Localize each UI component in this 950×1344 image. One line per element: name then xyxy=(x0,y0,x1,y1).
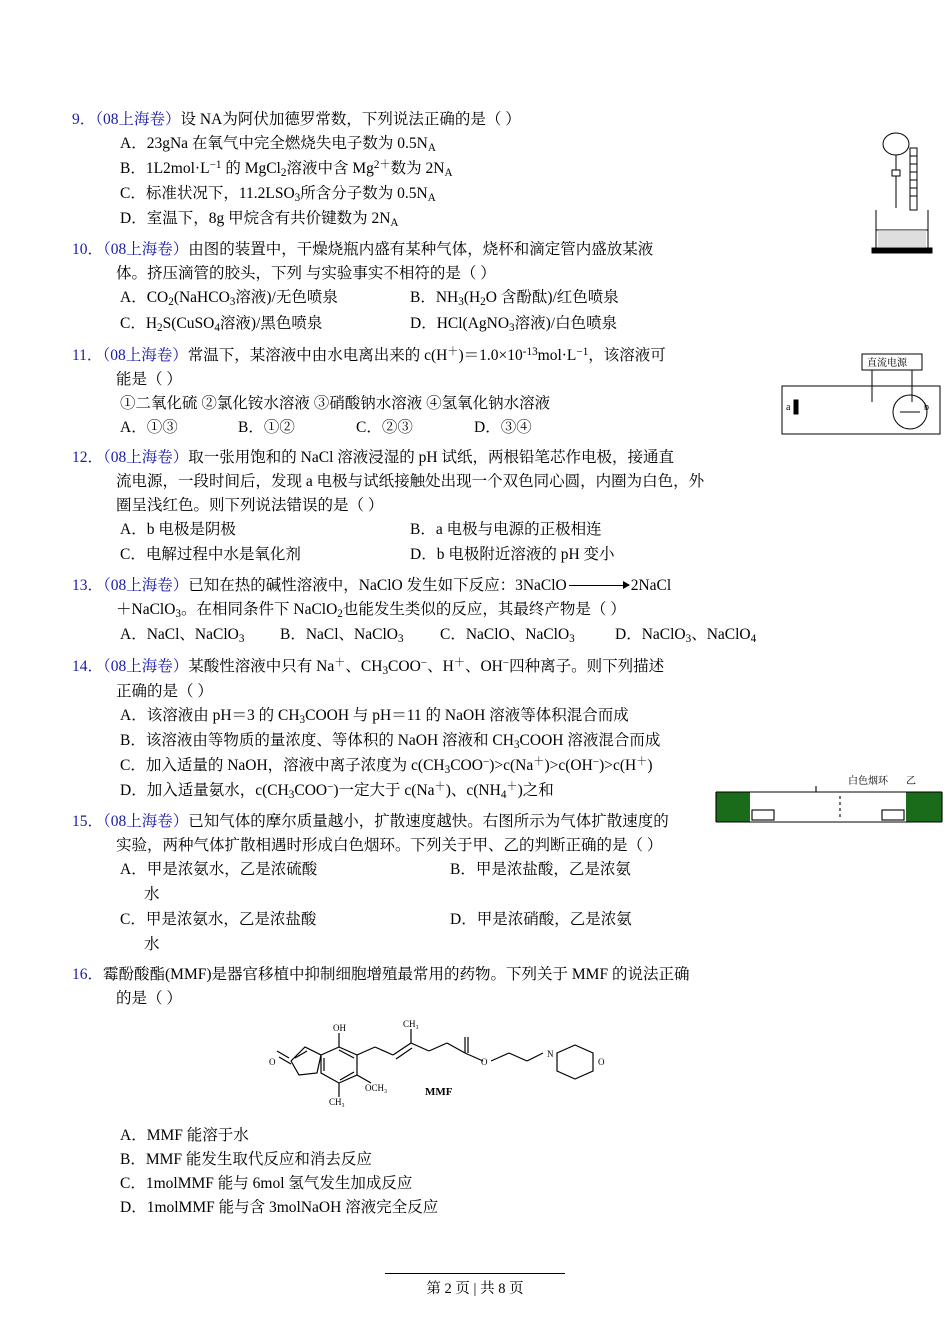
question-15-option-b: B．甲是浓盐酸，乙是浓氨 xyxy=(450,861,631,879)
question-9-option-d: D．室温下，8g 甲烷含有共价键数为 2N xyxy=(120,210,391,228)
question-11-option-a: A．①③ xyxy=(120,418,178,436)
sup-plus2: ＋ xyxy=(453,656,465,669)
question-13-line2c: 也能发生类似的反应，其最终产物是（ ） xyxy=(342,601,626,619)
sub-3: 3 xyxy=(382,664,389,677)
question-16-line1: 霉酚酸酯(MMF)是器官移植中抑制细胞增殖最常用的药物。下列关于 MMF 的说法正确 xyxy=(103,966,690,984)
sub-3: 3 xyxy=(175,607,181,620)
question-11-option-c: C．②③ xyxy=(356,418,413,436)
question-11-choices: ①二氧化硫 ②氯化铵水溶液 ③硝酸钠水溶液 ④氢氧化钠水溶液 xyxy=(120,394,551,412)
sub-a: A xyxy=(427,141,436,154)
question-11-line1d: ，该溶液可 xyxy=(588,346,666,364)
question-11-option-d: D．③④ xyxy=(474,418,532,436)
question-12-options-row1 xyxy=(72,518,878,543)
question-14-line1c: COO xyxy=(388,657,421,675)
sub-4: 4 xyxy=(214,321,220,334)
na-subscript: A xyxy=(211,111,223,128)
sub-2: 2 xyxy=(280,166,287,179)
question-15-option-c: C．甲是浓氨水，乙是浓盐酸 xyxy=(120,910,317,928)
question-12-line1: 取一张用饱和的 NaCl 溶液浸湿的 pH 试纸，两根铅笔芯作电极，接通直 xyxy=(188,449,674,467)
question-11-options xyxy=(72,416,878,441)
fountain-apparatus-icon xyxy=(866,130,942,258)
question-11-line1c: mol·L xyxy=(537,346,577,364)
sup-minus2: − xyxy=(592,755,600,768)
mmf-name-label: MMF xyxy=(425,1086,453,1099)
question-10-option-d: D．HCl(AgNO$_3$溶液)/白色喷泉 xyxy=(410,314,618,334)
question-15-option-a: A．甲是浓氨水，乙是浓硫酸 xyxy=(120,861,318,879)
question-9-option-b-cont: 的 MgCl xyxy=(221,160,281,178)
question-16 xyxy=(72,963,878,1220)
question-13-option-d: D．NaClO$_3$、NaClO$_4$ xyxy=(615,626,757,645)
question-15-line2: 实验，两种气体扩散相遇时形成白色烟环。下列关于甲、乙的判断正确的是（ ） xyxy=(116,837,663,855)
question-16-option-d: D．1molMMF 能与含 3molNaOH 溶液完全反应 xyxy=(120,1199,439,1217)
question-15-options-row2 xyxy=(72,908,878,933)
question-10-number: 10． xyxy=(72,241,104,259)
sub-a3: A xyxy=(427,191,436,204)
question-15-options-row1-wrap xyxy=(72,883,878,908)
fountain-apparatus-figure xyxy=(866,130,942,258)
question-14-line1d: 、H xyxy=(427,657,454,675)
mmf-o-ester-label: O xyxy=(481,1057,488,1068)
question-12-source: （08上海卷） xyxy=(103,449,189,467)
question-14-option-b: B．该溶液由等物质的量浓度、等体积的 NaOH 溶液和 CH xyxy=(120,731,514,749)
question-13-option-c: C．NaClO、NaClO$_3$ xyxy=(440,626,575,645)
question-10-options-row1 xyxy=(72,286,878,312)
page-footer-text: 第 2 页 | 共 8 页 xyxy=(385,1273,565,1298)
sup-plus2: ＋ xyxy=(506,781,518,794)
question-16-line2: 的是（ ） xyxy=(116,990,182,1008)
sup-minus2: − xyxy=(502,656,510,669)
question-14-option-b-cont: COOH 溶液混合而成 xyxy=(519,731,661,749)
question-15-number: 15． xyxy=(72,813,104,831)
question-12-number: 12． xyxy=(72,449,104,467)
question-11-source: （08上海卷） xyxy=(102,346,188,364)
sup-minus: − xyxy=(420,656,428,669)
question-11-option-b: B．①② xyxy=(238,418,295,436)
question-12-option-d: D．b 电极附近溶液的 pH 变小 xyxy=(410,546,615,564)
mmf-o-morpholine-label: O xyxy=(598,1057,605,1068)
question-12-options-row2 xyxy=(72,543,878,568)
question-12-option-b: B．a 电极与电源的正极相连 xyxy=(410,521,602,539)
question-13-option-b: B．NaCl、NaClO$_3$ xyxy=(280,626,404,645)
question-10-options-row2 xyxy=(72,312,878,338)
diffusion-tube-icon xyxy=(710,770,950,832)
question-14-line1f: 四种离子。则下列描述 xyxy=(509,657,665,675)
question-15-option-d: D．甲是浓硝酸，乙是浓氨 xyxy=(450,910,632,928)
question-15-options-row1 xyxy=(72,858,878,883)
sub-2: 2 xyxy=(337,607,343,620)
mmf-o-left-label: O xyxy=(269,1057,276,1068)
question-13 xyxy=(72,574,878,649)
page-footer xyxy=(0,1273,950,1298)
question-13-line1b: 2NaCl xyxy=(630,577,672,595)
mmf-n-label: N xyxy=(547,1049,554,1060)
question-16-option-a: A．MMF 能溶于水 xyxy=(120,1127,249,1145)
question-9-stem: 设 N xyxy=(180,111,212,128)
question-13-line2b: 。在相同条件下 NaClO xyxy=(181,601,338,619)
sup-plus: ＋ xyxy=(533,755,545,768)
electrode-b-label: b xyxy=(924,402,929,413)
sub-3: 3 xyxy=(294,191,301,204)
question-13-number: 13． xyxy=(72,577,104,595)
sub-3c: 3 xyxy=(569,632,575,645)
sub-4d: 4 xyxy=(750,632,757,645)
question-10-option-a: A．$CO_2(NaHCO_3$溶液)/无色喷泉 xyxy=(120,289,338,309)
sub-a4: A xyxy=(390,217,399,229)
sub-3: 3 xyxy=(509,321,515,334)
question-12-option-c: C．电解过程中水是氧化剂 xyxy=(120,546,301,564)
question-16-option-b: B．MMF 能发生取代反应和消去反应 xyxy=(120,1151,372,1169)
question-14-option-c: C．加入适量的 NaOH，溶液中离子浓度为 c(CH xyxy=(120,757,445,774)
question-14-option-a: A．该溶液由 pH＝3 的 CH xyxy=(120,706,300,724)
question-11-number: 11． xyxy=(72,346,103,364)
mmf-molecule-icon xyxy=(265,1017,685,1109)
question-13-options xyxy=(72,623,878,649)
mmf-ch3-top-label: CH₃ xyxy=(403,1019,419,1030)
question-9-source: （08上海卷） xyxy=(95,111,181,128)
question-14-line1b: 、CH xyxy=(345,657,383,675)
question-16-number: 16． xyxy=(72,966,104,984)
question-14-number: 14． xyxy=(72,657,104,675)
sub-3: 3 xyxy=(299,713,306,726)
dc-power-label: 直流电源 xyxy=(867,358,907,369)
question-15-source: （08上海卷） xyxy=(103,813,189,831)
question-16-option-c: C．1molMMF 能与 6mol 氢气发生加成反应 xyxy=(120,1175,413,1193)
question-15-options-row2-wrap xyxy=(72,933,878,958)
question-14-option-a-cont: COOH 与 pH＝11 的 NaOH 溶液等体积混合而成 xyxy=(305,706,629,724)
question-9-option-b-cont2: 溶液中含 Mg xyxy=(286,160,374,178)
question-10-option-c: C．$H_2S(CuSO_4$溶液)/黑色喷泉 xyxy=(120,314,323,334)
question-9-stem-cont: 为阿伏加德罗常数，下列说法正确的是（ ） xyxy=(222,111,521,128)
mmf-och3-label: OCH₃ xyxy=(365,1083,388,1094)
question-14-line2: 正确的是（ ） xyxy=(116,682,213,700)
mmf-oh-label: OH xyxy=(333,1023,346,1034)
question-14-line1a: 某酸性溶液中只有 Na xyxy=(188,657,335,675)
sup-minus: − xyxy=(327,781,334,794)
question-10-line1: 由图的装置中，干燥烧瓶内盛有某种气体，烧杯和滴定管内盛放某液 xyxy=(188,241,654,259)
sup-plus: ＋ xyxy=(334,656,346,669)
question-13-source: （08上海卷） xyxy=(103,577,189,595)
sup-minus1: −1 xyxy=(576,345,589,358)
question-14-source: （08上海卷） xyxy=(103,657,189,675)
sub-3d: 3 xyxy=(685,632,692,645)
question-13-line2a: ＋NaClO xyxy=(116,601,176,619)
right-gas-label: 乙 xyxy=(906,776,916,787)
question-12 xyxy=(72,446,878,568)
question-15 xyxy=(72,810,878,957)
reaction-arrow-icon xyxy=(569,585,629,586)
sup-neg13: -13 xyxy=(522,345,538,358)
sub-3b: 3 xyxy=(397,632,404,645)
electrolysis-icon xyxy=(772,352,950,448)
question-9-option-b: B．1L2mol·L xyxy=(120,160,210,178)
question-11-line1b: )＝1.0×10 xyxy=(458,346,523,364)
question-12-option-a: A．b 电极是阴极 xyxy=(120,521,236,539)
question-14-line1e: 、OH xyxy=(464,657,503,675)
question-9-option-b-cont3: 数为 2N xyxy=(390,160,445,178)
sub-2: 2 xyxy=(480,296,486,309)
question-9-option-c-cont: 所含分子数为 0.5N xyxy=(300,185,428,203)
question-15-option-c-wrap: 水 xyxy=(144,935,160,953)
mmf-structure-figure xyxy=(72,1017,878,1114)
question-13-line1a: 已知在热的碱性溶液中，NaClO 发生如下反应：3NaClO xyxy=(188,577,567,595)
question-11-line2: 能是（ ） xyxy=(116,370,182,388)
sub-3: 3 xyxy=(238,632,245,645)
sub-3: 3 xyxy=(444,763,451,776)
question-11-line1a: 常温下，某溶液中由水电离出来的 c(H xyxy=(187,346,448,364)
question-10-option-b: B．$NH_3(H_2O$ 含酚酞)/红色喷泉 xyxy=(410,289,619,309)
sup-plus2: ＋ xyxy=(636,755,648,768)
sub-a2: A xyxy=(444,166,453,179)
electrolysis-figure xyxy=(772,352,950,448)
question-15-option-a-wrap: 水 xyxy=(144,885,160,903)
sup-minus1: −1 xyxy=(209,159,222,172)
sub-2: 2 xyxy=(168,296,174,309)
white-smoke-ring-label: 白色烟环 xyxy=(848,776,888,787)
question-12-line3: 圈呈浅红色。则下列说法错误的是（ ） xyxy=(116,497,384,515)
diffusion-tube-figure xyxy=(710,770,950,832)
question-10-source: （08上海卷） xyxy=(103,241,189,259)
question-14: 14．（08上海卷）某酸性溶液中只有 Na＋、$CH_3COO^-$、H＋、OH−四种离子。则下列描述 正确的是（ ） A．该溶液由 pH＝3 的 $CH_3COOH$ 与 pH＝11 的 NaOH 溶液等体积混合而成 B．该溶液由等物质的量浓度、等体积的 NaOH 溶液和 $CH_3COOH$ 溶液混合而成 C．加入适量的 NaOH，溶液中离子浓度为 $c(CH_3COO^-)>c(Na^+)>c(OH^-)>c(H^+)$ D．加入适量氨水，$c(CH_3COO^-)$一定大于 c(Na＋)、$c(NH_4^+)$之和 xyxy=(72,656,665,801)
question-12-line2: 流电源，一段时间后，发现 a 电极与试纸接触处出现一个双色同心圆，内圈为白色，外 xyxy=(116,473,705,491)
sub-3: 3 xyxy=(288,788,295,801)
sup-plus: ＋ xyxy=(434,781,446,794)
question-13-option-a: A．NaCl、NaClO$_3$ xyxy=(120,626,245,645)
electrode-a-label: a xyxy=(786,402,791,413)
sub-2: 2 xyxy=(157,321,163,334)
sub-4: 4 xyxy=(500,788,507,801)
question-9-option-a: A．23gNa 在氧气中完全燃烧失电子数为 0.5N xyxy=(120,135,428,153)
question-11 xyxy=(72,344,878,441)
sup-plus: ＋ xyxy=(447,345,459,358)
question-9 xyxy=(72,108,878,232)
sub-3: 3 xyxy=(513,738,520,751)
question-14-option-d: D．加入适量氨水，c(CH xyxy=(120,782,289,800)
sup-minus: − xyxy=(482,755,490,768)
question-9-number: 9． xyxy=(72,111,96,128)
sup-2plus: 2＋ xyxy=(373,159,391,172)
sub-3: 3 xyxy=(229,296,236,309)
sub-3: 3 xyxy=(458,296,464,309)
question-15-line1: 已知气体的摩尔质量越小，扩散速度越快。右图所示为气体扩散速度的 xyxy=(188,813,669,831)
question-10 xyxy=(72,238,878,337)
question-9-option-c: C．标准状况下，11.2LSO xyxy=(120,185,295,203)
mmf-ch3-bottom-label: CH₃ xyxy=(329,1097,345,1108)
question-10-line2: 体。挤压滴管的胶头，下列 与实验事实不相符的是（ ） xyxy=(116,265,496,283)
